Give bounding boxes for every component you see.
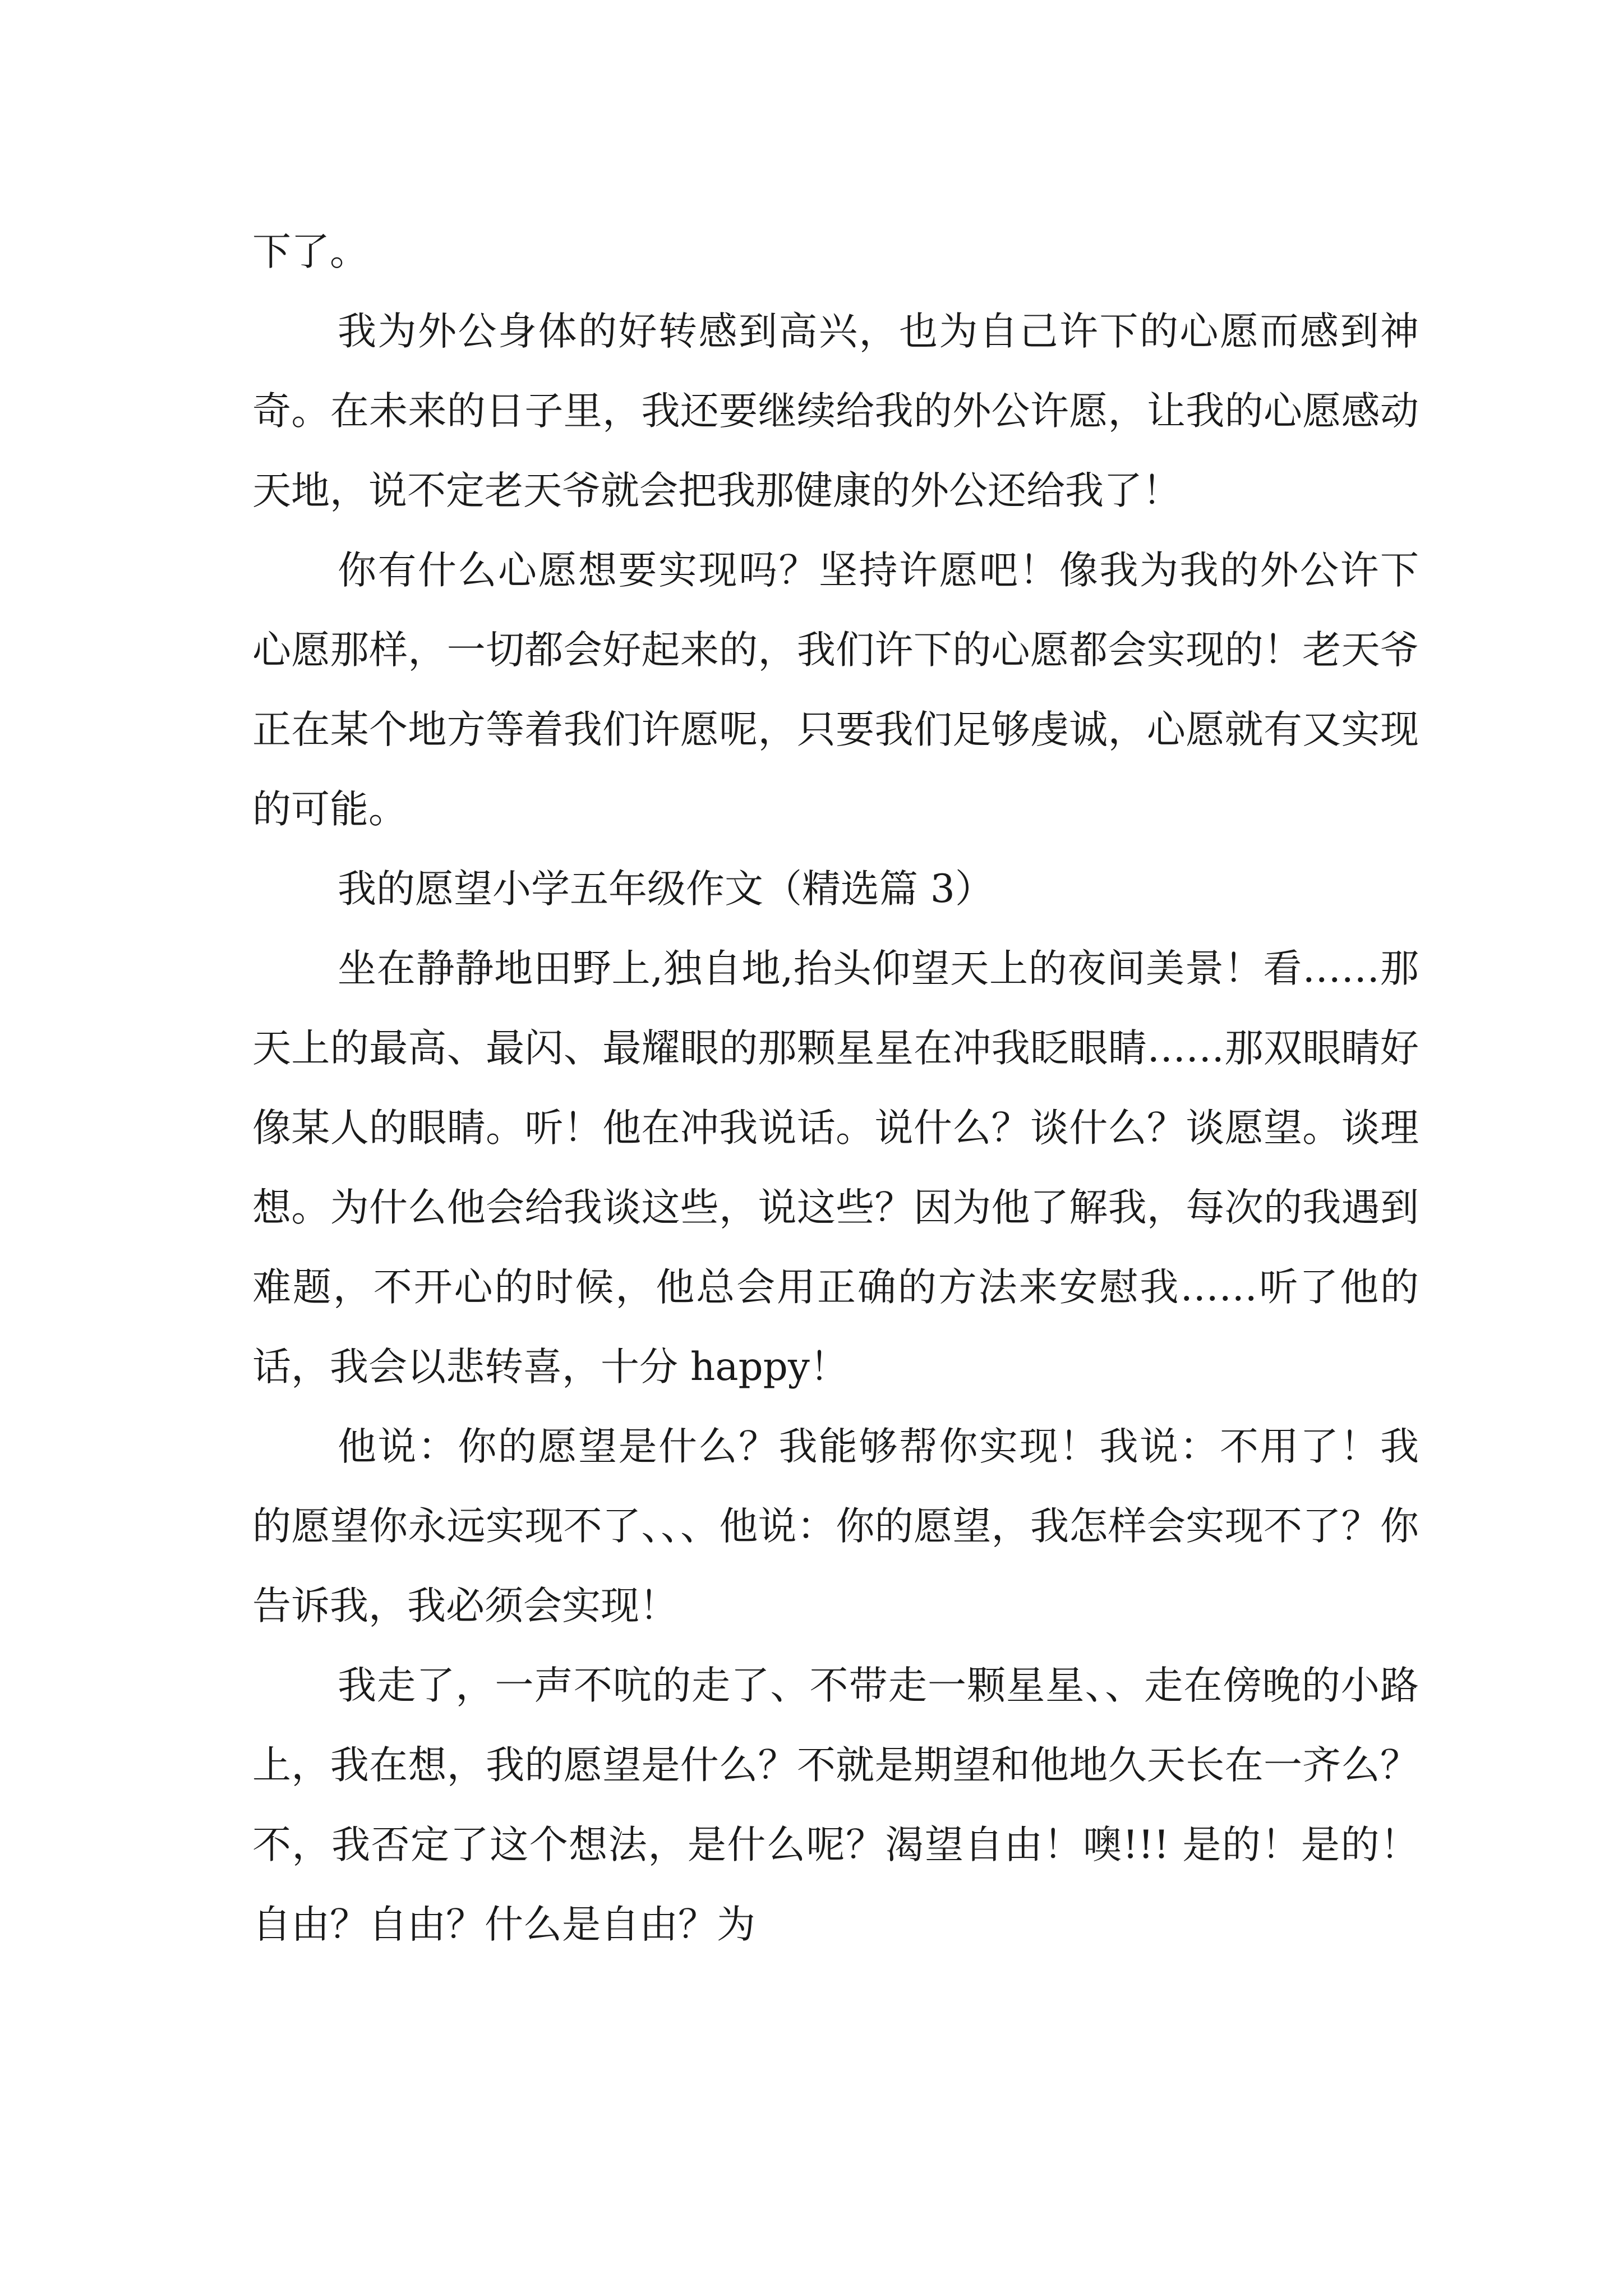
paragraph: 坐在静静地田野上,独自地,抬头仰望天上的夜间美景！看……那天上的最高、最闪、最耀眼的那颗星星在冲我眨眼睛……那双眼睛好像某人的眼睛。听！他在冲我说话。说什么？谈什么？谈愿望。谈理想。为什么他会给我谈这些，说这些？因为他了解我，每次的我遇到难题，不开心的时候，他总会用正确的方法来安慰我……听了他的话，我会以悲转喜，十分 happy！ (252, 946, 1419, 1389)
paragraph: 你有什么心愿想要实现吗？坚持许愿吧！像我为我的外公许下心愿那样，一切都会好起来的，我们许下的心愿都会实现的！老天爷正在某个地方等着我们许愿呢，只要我们足够虔诚，心愿就有又实现的可能。 (252, 548, 1419, 832)
document-body (252, 212, 1419, 1964)
paragraph: 我走了，一声不吭的走了、不带走一颗星星、、走在傍晚的小路上，我在想，我的愿望是什么？不就是期望和他地久天长在一齐么？不，我否定了这个想法，是什么呢？渴望自由！噢!!! 是的！是的！自由？自由？什么是自由？为 (252, 1663, 1419, 1947)
paragraph-continuation: 下了。 (252, 229, 368, 274)
paragraph: 我为外公身体的好转感到高兴，也为自己许下的心愿而感到神奇。在未来的日子里，我还要继续给我的外公许愿，让我的心愿感动天地，说不定老天爷就会把我那健康的外公还给我了！ (252, 309, 1419, 513)
section-title: 我的愿望小学五年级作文（精选篇 3） (338, 867, 994, 912)
paragraph: 他说：你的愿望是什么？我能够帮你实现！我说：不用了！我的愿望你永远实现不了、、、他说：你的愿望，我怎样会实现不了？你告诉我，我必须会实现！ (252, 1424, 1419, 1628)
